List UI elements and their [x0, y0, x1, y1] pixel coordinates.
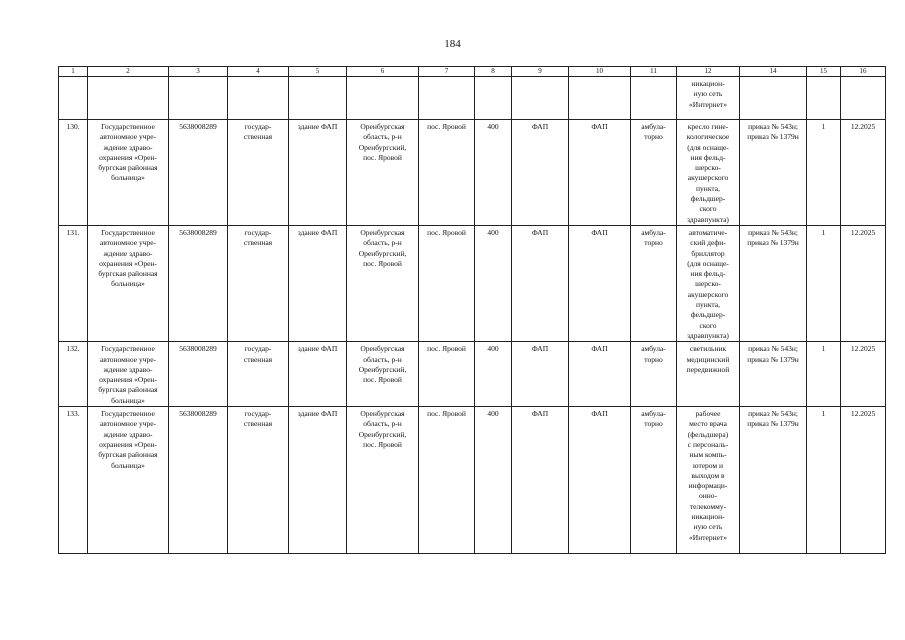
settlement: пос. Яровой	[419, 120, 475, 226]
quantity: 1	[807, 225, 841, 341]
table-row	[59, 225, 886, 341]
column-header: 9	[512, 67, 569, 77]
equipment-name: рабочее место врача (фельдшера) с персональ- ным компь- ютером и выходом в информаци- онно- телекомму- никацион- ную сеть «Интернет»	[677, 407, 740, 554]
facility-subtype: ФАП	[569, 407, 631, 554]
care-form: амбула- торно	[631, 342, 677, 407]
population: 400	[475, 407, 512, 554]
address: Оренбургская область, р-н Оренбургский, пос. Яровой	[347, 342, 419, 407]
due-date: 12.2025	[841, 120, 886, 226]
settlement: пос. Яровой	[419, 225, 475, 341]
table-row	[59, 342, 886, 407]
facility-subtype: ФАП	[569, 225, 631, 341]
record-number: 132.	[59, 342, 88, 407]
facility-subtype: ФАП	[569, 342, 631, 407]
column-header: 11	[631, 67, 677, 77]
organization-name: Государственное автономное учре- ждение здраво- охранения «Орен- бургская районная больница»	[88, 407, 169, 554]
facility-type: ФАП	[512, 225, 569, 341]
regulation-order: приказ № 543н; приказ № 1379н	[740, 120, 807, 226]
building-type: здание ФАП	[289, 342, 347, 407]
ownership-form: государ- ственная	[228, 120, 289, 226]
column-header: 15	[807, 67, 841, 77]
regulation-order: приказ № 543н; приказ № 1379н	[740, 407, 807, 554]
facility-type: ФАП	[512, 407, 569, 554]
building-type: здание ФАП	[289, 120, 347, 226]
address: Оренбургская область, р-н Оренбургский, пос. Яровой	[347, 407, 419, 554]
quantity: 1	[807, 407, 841, 554]
quantity: 1	[807, 120, 841, 226]
column-header: 3	[169, 67, 228, 77]
organization-name: Государственное автономное учре- ждение здраво- охранения «Орен- бургская районная больница»	[88, 342, 169, 407]
regulation-order: приказ № 543н; приказ № 1379н	[740, 342, 807, 407]
inn: 5638008289	[169, 407, 228, 554]
due-date: 12.2025	[841, 225, 886, 341]
table-body	[59, 67, 886, 554]
equipment-table	[58, 66, 886, 554]
column-number-row	[59, 67, 886, 77]
address: Оренбургская область, р-н Оренбургский, пос. Яровой	[347, 120, 419, 226]
equipment-name: автоматиче- ский дефи- бриллятор (для оснаще- ния фельд- шерско- акушерского пункта, фельдшер- ского здравпункта)	[677, 225, 740, 341]
due-date: 12.2025	[841, 342, 886, 407]
column-header: 12	[677, 67, 740, 77]
column-header: 4	[228, 67, 289, 77]
building-type: здание ФАП	[289, 225, 347, 341]
care-form: амбула- торно	[631, 120, 677, 226]
facility-subtype: ФАП	[569, 120, 631, 226]
column-header: 5	[289, 67, 347, 77]
column-header: 2	[88, 67, 169, 77]
facility-type: ФАП	[512, 120, 569, 226]
population: 400	[475, 342, 512, 407]
table-row	[59, 407, 886, 554]
ownership-form: государ- ственная	[228, 342, 289, 407]
settlement: пос. Яровой	[419, 342, 475, 407]
due-date: 12.2025	[841, 407, 886, 554]
column-header: 14	[740, 67, 807, 77]
facility-type: ФАП	[512, 342, 569, 407]
record-number: 133.	[59, 407, 88, 554]
inn: 5638008289	[169, 120, 228, 226]
equipment-name: кресло гине- кологическое (для оснаще- ния фельд- шерско- акушерского пункта, фельдшер- ского здравпункта)	[677, 120, 740, 226]
address: Оренбургская область, р-н Оренбургский, пос. Яровой	[347, 225, 419, 341]
table-row	[59, 120, 886, 226]
population: 400	[475, 225, 512, 341]
organization-name: Государственное автономное учре- ждение здраво- охранения «Орен- бургская районная больница»	[88, 225, 169, 341]
ownership-form: государ- ственная	[228, 407, 289, 554]
column-header: 7	[419, 67, 475, 77]
page-number: 184	[444, 38, 461, 50]
equipment-name: светильник медицинский передвижной	[677, 342, 740, 407]
ownership-form: государ- ственная	[228, 225, 289, 341]
regulation-order: приказ № 543н; приказ № 1379н	[740, 225, 807, 341]
continuation-row	[59, 77, 886, 120]
settlement: пос. Яровой	[419, 407, 475, 554]
record-number: 131.	[59, 225, 88, 341]
column-header: 16	[841, 67, 886, 77]
quantity: 1	[807, 342, 841, 407]
care-form: амбула- торно	[631, 225, 677, 341]
population: 400	[475, 120, 512, 226]
care-form: амбула- торно	[631, 407, 677, 554]
column-header: 10	[569, 67, 631, 77]
column-header: 1	[59, 67, 88, 77]
record-number: 130.	[59, 120, 88, 226]
column-header: 8	[475, 67, 512, 77]
column-header: 6	[347, 67, 419, 77]
inn: 5638008289	[169, 225, 228, 341]
continuation-text: никацион- ную сеть «Интернет»	[677, 77, 740, 120]
building-type: здание ФАП	[289, 407, 347, 554]
organization-name: Государственное автономное учре- ждение здраво- охранения «Орен- бургская районная больница»	[88, 120, 169, 226]
inn: 5638008289	[169, 342, 228, 407]
